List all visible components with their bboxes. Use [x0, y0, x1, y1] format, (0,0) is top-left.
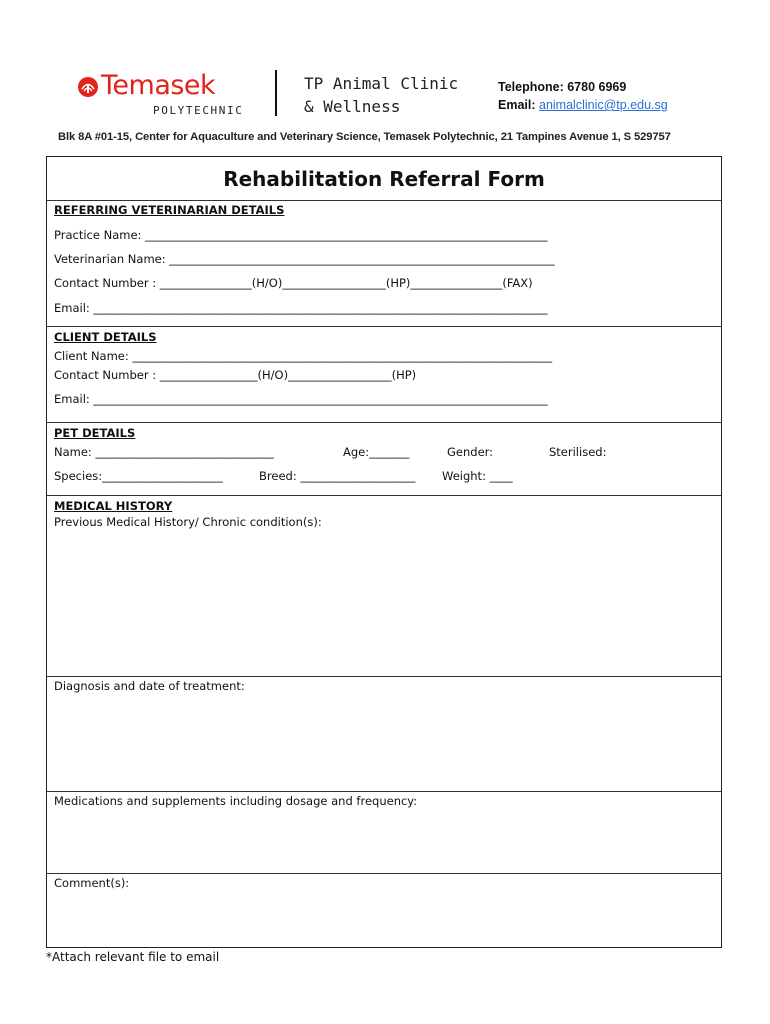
veterinarian-name-field[interactable]: Veterinarian Name: ___________________________________________________________________	[54, 252, 555, 266]
referral-form	[46, 156, 722, 948]
pet-gender-field[interactable]: Gender:	[447, 445, 494, 459]
client-contact-number-field[interactable]: Contact Number : _________________(H/O)__________________(HP)	[54, 368, 417, 382]
clinic-name-line1: TP Animal Clinic	[304, 74, 459, 93]
practice-name-field[interactable]: Practice Name: ______________________________________________________________________	[54, 228, 548, 242]
clinic-address: Blk 8A #01-15, Center for Aquaculture and Veterinary Science, Temasek Polytechnic, 21 Tampines Avenue 1, S 529757	[58, 131, 671, 143]
pet-age-field[interactable]: Age:_______	[343, 445, 410, 459]
pet-weight-field[interactable]: Weight: ____	[442, 469, 513, 483]
divider	[47, 326, 721, 327]
client-email-field[interactable]: Email: _______________________________________________________________________________	[54, 392, 548, 406]
email-link[interactable]: animalclinic@tp.edu.sg	[539, 98, 668, 112]
pet-sterilised-field[interactable]: Sterilised:	[549, 445, 607, 459]
contact-info	[498, 78, 668, 114]
medical-history-heading: MEDICAL HISTORY	[54, 499, 173, 513]
client-name-field[interactable]: Client Name: _________________________________________________________________________	[54, 349, 553, 363]
pet-details-heading: PET DETAILS	[54, 426, 136, 440]
attachment-note: *Attach relevant file to email	[46, 950, 220, 964]
pet-breed-field[interactable]: Breed: ____________________	[259, 469, 416, 483]
temasek-polytechnic-logo	[77, 70, 255, 118]
divider	[47, 495, 721, 496]
temasek-emblem-icon	[77, 76, 99, 98]
diagnosis-field[interactable]: Diagnosis and date of treatment:	[54, 679, 245, 693]
logo-subtitle: POLYTECHNIC	[153, 104, 244, 117]
divider	[47, 873, 721, 874]
divider	[47, 791, 721, 792]
comments-field[interactable]: Comment(s):	[54, 876, 130, 890]
client-details-heading: CLIENT DETAILS	[54, 330, 157, 344]
divider	[47, 676, 721, 677]
medications-field[interactable]: Medications and supplements including dosage and frequency:	[54, 794, 418, 808]
telephone-text: Telephone: 6780 6969	[498, 80, 627, 94]
divider	[47, 422, 721, 423]
pet-name-field[interactable]: Name: _______________________________	[54, 445, 274, 459]
pet-species-field[interactable]: Species:_____________________	[54, 469, 223, 483]
vet-contact-number-field[interactable]: Contact Number : ________________(H/O)__________________(HP)________________(FAX)	[54, 276, 533, 290]
header-divider	[275, 70, 277, 116]
previous-medical-history-field[interactable]: Previous Medical History/ Chronic condition(s):	[54, 515, 322, 529]
form-title: Rehabilitation Referral Form	[223, 167, 545, 191]
clinic-name-line2: & Wellness	[304, 97, 401, 116]
vet-email-field[interactable]: Email: _______________________________________________________________________________	[54, 301, 548, 315]
referring-vet-heading: REFERRING VETERINARIAN DETAILS	[54, 203, 285, 217]
divider	[47, 200, 721, 201]
email-label: Email:	[498, 98, 536, 112]
clinic-name	[304, 72, 458, 118]
logo-wordmark: Temasek	[101, 70, 216, 101]
